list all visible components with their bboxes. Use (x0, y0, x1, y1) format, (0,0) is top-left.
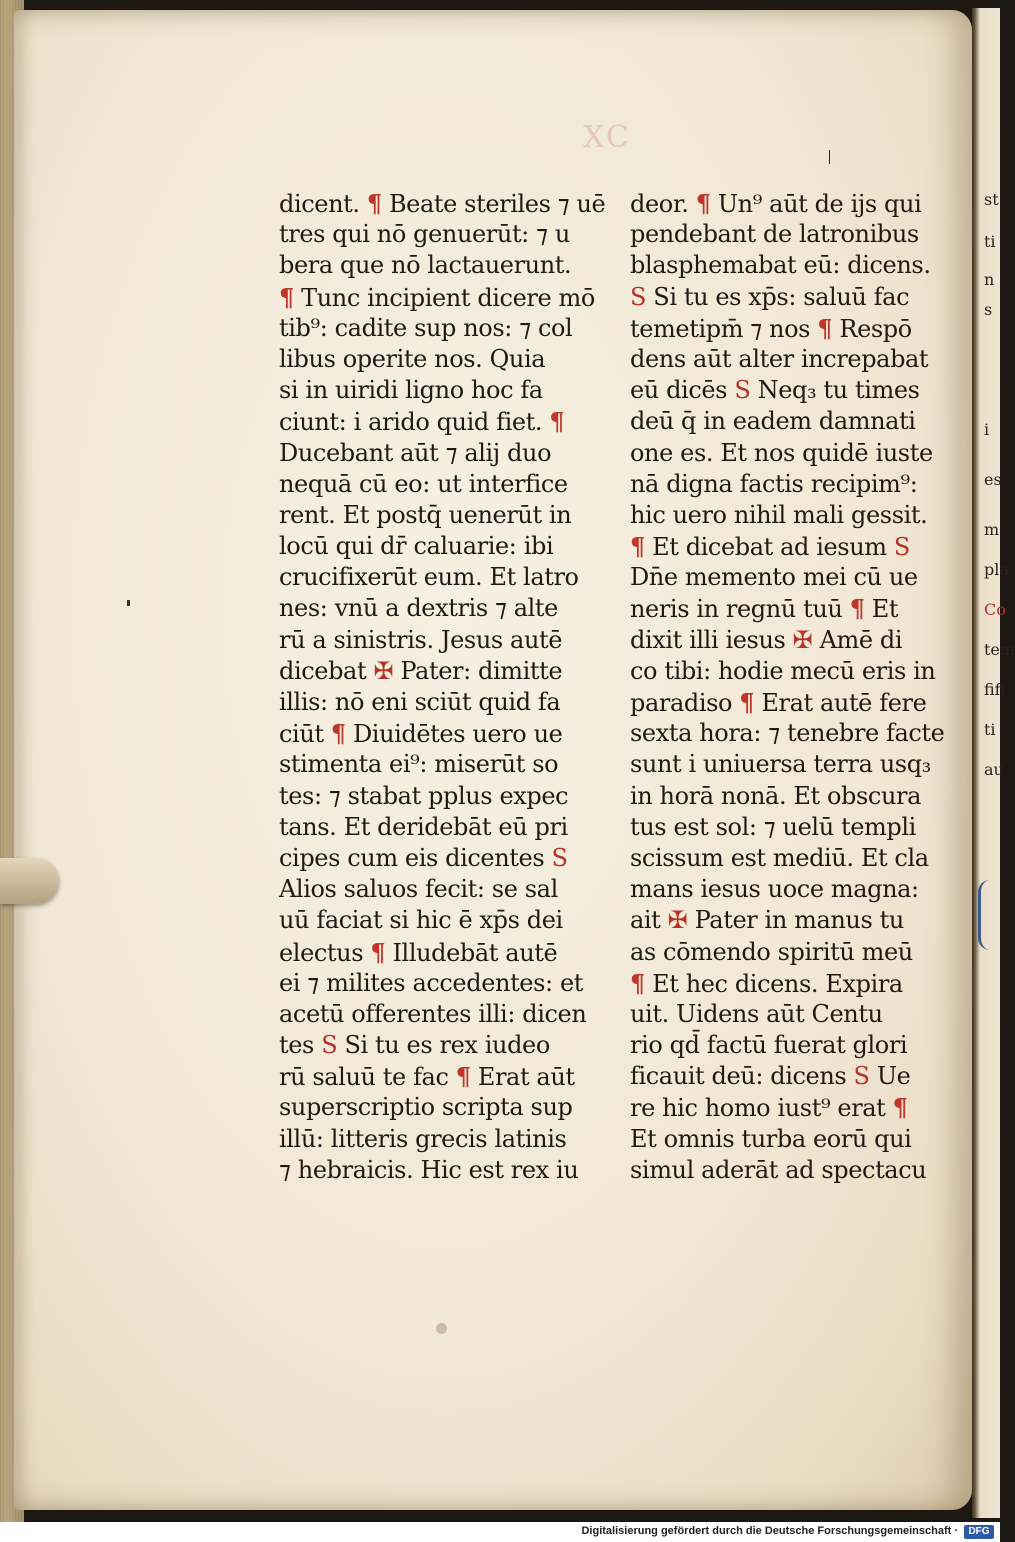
text-line: ¶ Et dicebat ad iesum S (630, 532, 910, 562)
facing-page-fragment: i (984, 420, 990, 439)
text-line: superscriptio scripta sup (279, 1093, 573, 1122)
text-line: cipes cum eis dicentes S (279, 843, 568, 872)
footer-credit: Digitalisierung gefördert durch die Deutsche Forschungsgemeinschaft · (581, 1525, 958, 1537)
ruling-tick (829, 150, 830, 164)
text-line: nes: vnū a dextris ⁊ alte (279, 594, 558, 623)
text-line: tes S Si tu es rex iudeo (279, 1031, 550, 1060)
text-line: neris in regnū tuū ¶ Et (630, 594, 899, 624)
text-line: ficauit deū: dicens S Ue (630, 1062, 911, 1091)
text-line: dicent. ¶ Beate steriles ⁊ uē (279, 189, 606, 218)
text-line: tans. Et deridebāt eū pri (279, 812, 568, 841)
facing-page-fragment: m (984, 520, 1000, 539)
text-line: dicebat ✠ Pater: dimitte (279, 656, 563, 685)
text-line: sunt i uniuersa terra usq₃ (630, 750, 931, 779)
text-line: temetipm̄ ⁊ nos ¶ Respō (630, 313, 912, 343)
dfg-logo-icon: DFG (964, 1525, 994, 1539)
text-line: pendebant de latronibus (630, 220, 919, 249)
text-line: in horā nonā. Et obscura (630, 781, 922, 810)
text-line: bera que nō lactauerunt. (279, 251, 572, 280)
text-line: rio qd̄ factū fuerat glori (630, 1031, 908, 1060)
text-line: dixit illi iesus ✠ Amē di (630, 625, 903, 654)
text-line: ¶ Et hec dicens. Expira (630, 968, 903, 998)
text-column-left (279, 188, 606, 1186)
facing-page-fragment: pla (984, 560, 1009, 579)
text-line: ait ✠ Pater in manus tu (630, 906, 904, 935)
facing-page-fragment: Co (984, 600, 1006, 619)
text-line: Dn̄e memento mei cū ue (630, 563, 918, 592)
text-line: paradiso ¶ Erat autē fere (630, 688, 927, 717)
facing-page-fragment: es (984, 470, 1002, 489)
text-line: nequā cū eo: ut interfice (279, 469, 568, 498)
text-line: eū dicēs S Neq₃ tu times (630, 376, 920, 405)
text-line: tres qui nō genuerūt: ⁊ u (279, 220, 570, 249)
text-line: tib⁹: cadite sup nos: ⁊ col (279, 313, 573, 342)
text-line: S Si tu es xp̄s: saluū fac (630, 282, 910, 311)
facing-page-fragment: s (984, 300, 993, 319)
text-line: illis: nō eni sciūt quid fa (279, 688, 561, 716)
text-line: ciūt ¶ Diuidētes uero ue (279, 719, 563, 749)
folio-number: XC (583, 120, 631, 155)
text-line: acetū offerentes illi: dicen (279, 999, 587, 1028)
text-column-right (630, 188, 945, 1186)
text-line: deū q̄ in eadem damnati (630, 407, 916, 436)
text-line: tus est sol: ⁊ uelū templi (630, 812, 916, 841)
text-line: re hic homo iust⁹ erat ¶ (630, 1093, 908, 1123)
text-line: sexta hora: ⁊ tenebre facte (630, 719, 945, 748)
text-line: uū faciat si hic ē xp̄s dei (279, 906, 563, 935)
facing-page-fragment: fifi (984, 680, 1006, 699)
text-line: ciunt: i arido quid fiet. ¶ (279, 407, 565, 437)
text-line: libus operite nos. Quia (279, 344, 546, 373)
text-line: Ducebant aūt ⁊ alij duo (279, 438, 552, 467)
text-line: scissum est mediū. Et cla (630, 843, 929, 872)
text-line: nā digna factis recipim⁹: (630, 469, 918, 498)
text-line: deor. ¶ Un⁹ aūt de ijs qui (630, 189, 922, 218)
text-line: simul aderāt ad spectacu (630, 1155, 927, 1184)
text-line: rū saluū te fac ¶ Erat aūt (279, 1062, 575, 1092)
text-line: hic uero nihil mali gessit. (630, 500, 928, 529)
text-line: ei ⁊ milites accedentes: et (279, 968, 583, 997)
facing-page-fragment: ti (984, 720, 996, 739)
prick-mark (127, 600, 130, 606)
facing-page-fragment: ti (984, 232, 996, 251)
text-line: Alios saluos fecit: se sal (279, 875, 558, 904)
text-line: locū qui dr̄ caluarie: ibi (279, 532, 554, 561)
facing-page-initial (978, 880, 1001, 950)
text-line: rū a sinistris. Jesus autē (279, 625, 563, 654)
text-line: Et omnis turba eorū qui (630, 1124, 912, 1153)
facing-page-fragment: st (984, 190, 999, 209)
text-line: stimenta ei⁹: miserūt so (279, 750, 559, 779)
text-line: illū: litteris grecis latinis (279, 1124, 567, 1153)
text-line: ⁊ hebraicis. Hic est rex iu (279, 1155, 579, 1184)
facing-page-fragment: au (984, 760, 1004, 779)
facing-page-fragment: n (984, 270, 995, 289)
text-line: si in uiridi ligno hoc fa (279, 376, 543, 405)
paper-stain (436, 1323, 447, 1334)
facing-page-fragment: tem (984, 640, 1015, 659)
text-line: electus ¶ Illudebāt autē (279, 937, 558, 967)
text-line: mans iesus uoce magna: (630, 875, 919, 904)
text-line: one es. Et nos quidē iuste (630, 438, 933, 467)
text-line: co tibi: hodie mecū eris in (630, 656, 936, 685)
text-line: uit. Uidens aūt Centu (630, 999, 883, 1028)
bookmark-tab (0, 858, 58, 904)
text-line: ¶ Tunc incipient dicere mō (279, 282, 595, 312)
text-line: dens aūt alter increpabat (630, 344, 929, 373)
text-line: as cōmendo spiritū meū (630, 937, 913, 966)
text-line: crucifixerūt eum. Et latro (279, 563, 579, 592)
text-line: tes: ⁊ stabat pplus expec (279, 781, 569, 810)
text-line: rent. Et postq̄ uenerūt in (279, 500, 572, 529)
text-line: blasphemabat eū: dicens. (630, 251, 931, 280)
